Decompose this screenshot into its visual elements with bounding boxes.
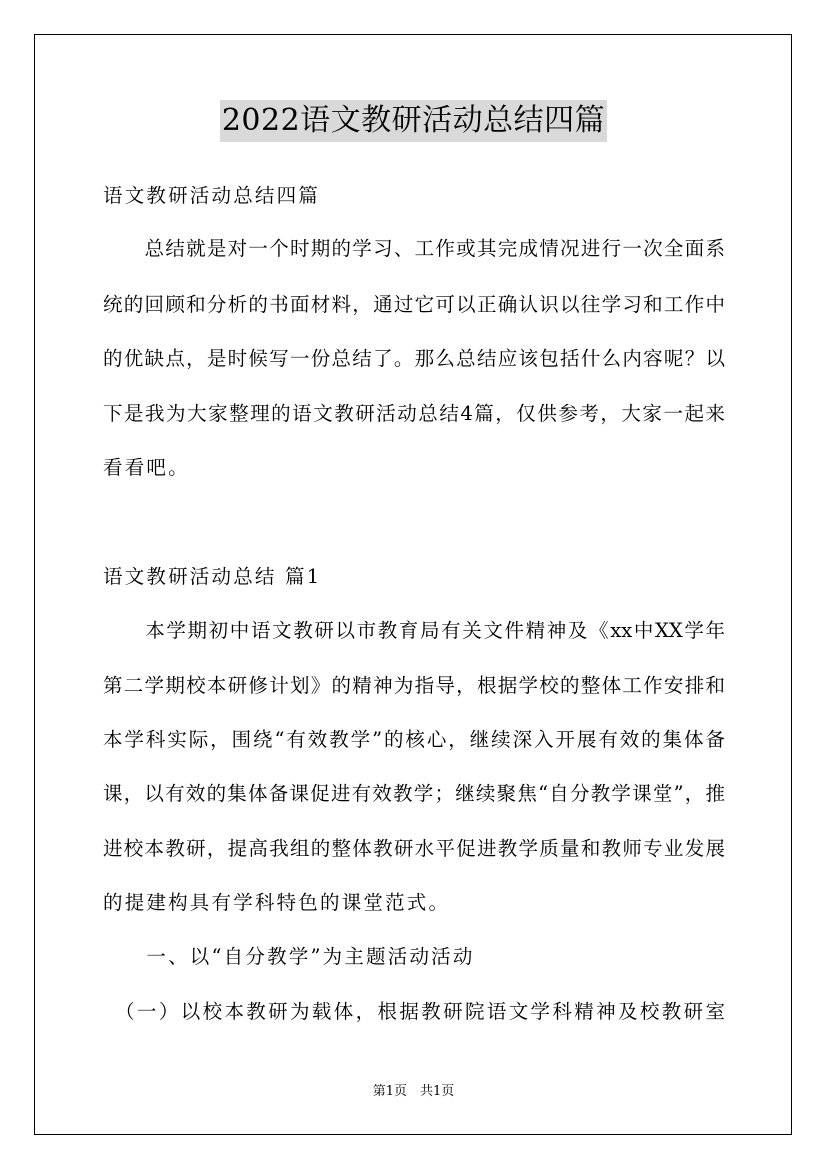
intro-line-2: 统的回顾和分析的书面材料，通过它可以正确认识以往学习和工作中 [103,293,725,316]
intro-line-1: 总结就是对一个时期的学习、工作或其完成情况进行一次全面系 [103,237,725,260]
section-line-2: 第二学期校本研修计划》的精神为指导，根据学校的整体工作安排和 [103,674,725,697]
intro-line-4: 下是我为大家整理的语文教研活动总结4篇，仅供参考，大家一起来 [103,402,725,425]
intro-line-5: 看看吧。 [103,456,190,479]
subtitle: 语文教研活动总结四篇 [103,184,321,207]
document-title: 2022语文教研活动总结四篇 [220,100,607,142]
point-sub-line: （一）以校本教研为载体，根据教研院语文学科精神及校教研室 [103,1000,725,1023]
section-line-5: 进校本教研，提高我组的整体教研水平促进教学质量和教师专业发展 [103,837,725,860]
point-heading: 一、以“自分教学”为主题活动活动 [103,945,475,968]
intro-line-3: 的优缺点，是时候写一份总结了。那么总结应该包括什么内容呢？以 [103,347,725,370]
section-line-6: 的提建构具有学科特色的课堂范式。 [103,891,451,914]
page-footer: 第1页 共1页 [372,1084,455,1099]
section-line-3: 本学科实际，围绕“有效教学”的核心，继续深入开展有效的集体备 [103,728,725,751]
section-line-4: 课，以有效的集体备课促进有效教学；继续聚焦“自分教学课堂”，推 [103,782,725,805]
section-heading: 语文教研活动总结 篇1 [103,565,322,588]
section-line-1: 本学期初中语文教研以市教育局有关文件精神及《xx中XX学年 [103,619,725,642]
document-title-wrap [0,100,827,142]
